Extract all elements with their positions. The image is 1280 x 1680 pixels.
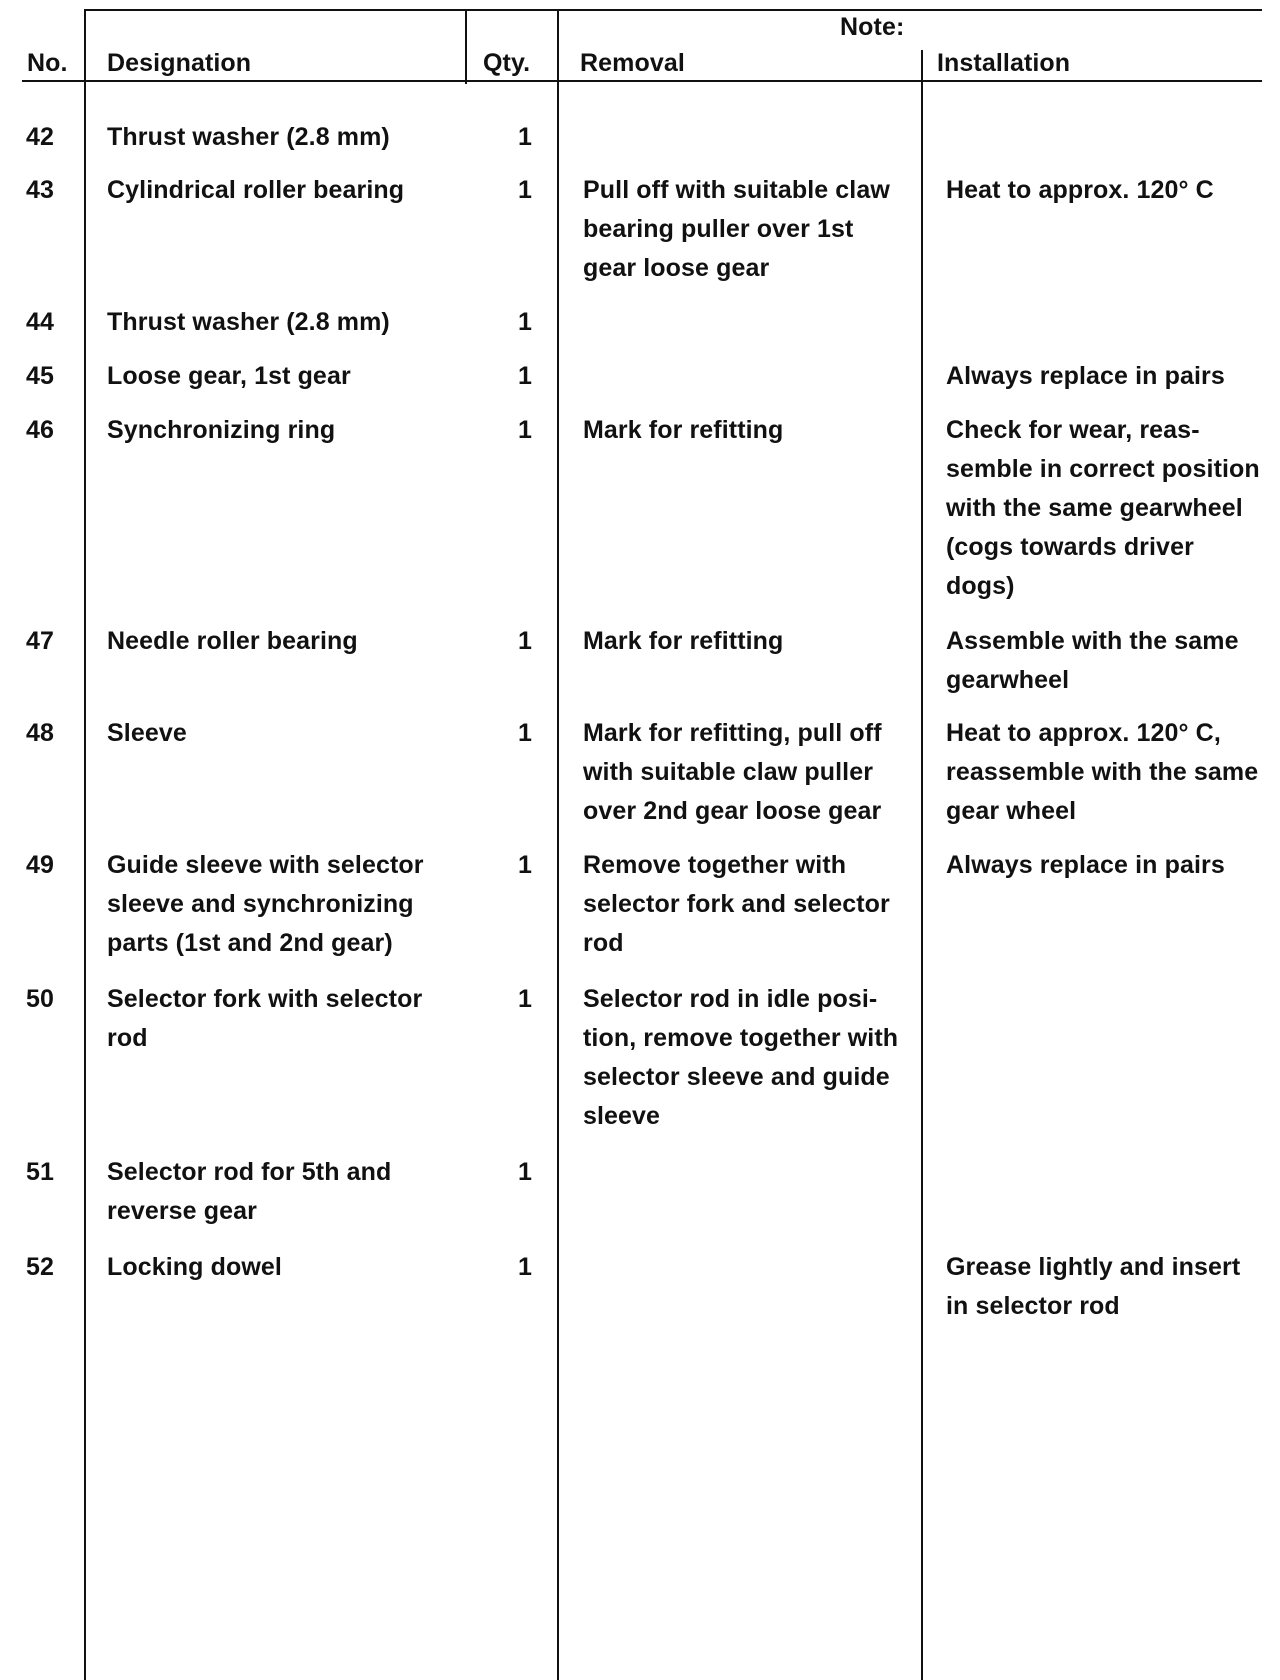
row-installation: Grease lightly and insert in selector rod [946, 1253, 1241, 1320]
row-designation: Loose gear, 1st gear [107, 362, 351, 390]
row-designation: Sleeve [107, 719, 187, 747]
row-no: 46 [26, 416, 55, 444]
row-removal: Pull off with suitable claw bearing puller over 1st gear loose gear [583, 176, 890, 282]
row-qty: 1 [517, 719, 532, 747]
header-removal: Removal [580, 49, 685, 77]
row-designation: Thrust washer (2.8 mm) [107, 308, 390, 336]
row-removal: Mark for refitting [583, 416, 784, 444]
row-removal: Mark for refitting [583, 627, 784, 655]
row-qty: 1 [517, 308, 532, 336]
row-qty: 1 [517, 985, 532, 1013]
header-designation: Designation [107, 49, 252, 77]
row-designation: Synchronizing ring [107, 416, 336, 444]
row-qty: 1 [517, 851, 532, 879]
row-no: 45 [26, 362, 55, 390]
row-installation: Assemble with the same gearwheel [946, 627, 1239, 694]
row-qty: 1 [517, 123, 532, 151]
row-installation: Always replace in pairs [946, 851, 1225, 879]
row-removal: Selector rod in idle posi- tion, remove together with selector sleeve and guide sleeve [583, 985, 899, 1130]
row-designation: Cylindrical roller bearing [107, 176, 405, 204]
row-no: 43 [26, 176, 55, 204]
row-installation: Always replace in pairs [946, 362, 1225, 390]
row-designation: Selector rod for 5th and reverse gear [107, 1158, 392, 1225]
row-designation: Thrust washer (2.8 mm) [107, 123, 390, 151]
row-qty: 1 [517, 1253, 532, 1281]
row-no: 52 [26, 1253, 55, 1281]
row-designation: Needle roller bearing [107, 627, 358, 655]
row-installation: Check for wear, reas- semble in correct position with the same gearwheel (cogs towards driver dogs) [946, 416, 1260, 600]
column-divider-designation [465, 9, 467, 84]
row-qty: 1 [517, 176, 532, 204]
header-no: No. [27, 49, 68, 77]
row-qty: 1 [517, 362, 532, 390]
column-divider-no [84, 9, 86, 1680]
column-divider-qty [557, 9, 559, 1680]
row-removal: Mark for refitting, pull off with suitable claw puller over 2nd gear loose gear [583, 719, 882, 825]
row-no: 42 [26, 123, 55, 151]
row-qty: 1 [517, 627, 532, 655]
row-designation: Selector fork with selector rod [107, 985, 423, 1052]
row-qty: 1 [517, 416, 532, 444]
row-no: 51 [26, 1158, 55, 1186]
row-no: 47 [26, 627, 55, 655]
column-divider-removal [921, 50, 923, 1680]
table-top-rule [84, 9, 1262, 11]
row-no: 49 [26, 851, 55, 879]
header-qty: Qty. [483, 49, 531, 77]
row-installation: Heat to approx. 120° C, reassemble with the same gear wheel [946, 719, 1259, 825]
header-installation: Installation [937, 49, 1071, 77]
row-no: 44 [26, 308, 55, 336]
row-designation: Locking dowel [107, 1253, 282, 1281]
row-no: 48 [26, 719, 55, 747]
note-label: Note: [840, 13, 905, 41]
row-no: 50 [26, 985, 55, 1013]
row-installation: Heat to approx. 120° C [946, 176, 1214, 204]
row-qty: 1 [517, 1158, 532, 1186]
row-removal: Remove together with selector fork and selector rod [583, 851, 890, 957]
row-designation: Guide sleeve with selector sleeve and synchronizing parts (1st and 2nd gear) [107, 851, 424, 957]
